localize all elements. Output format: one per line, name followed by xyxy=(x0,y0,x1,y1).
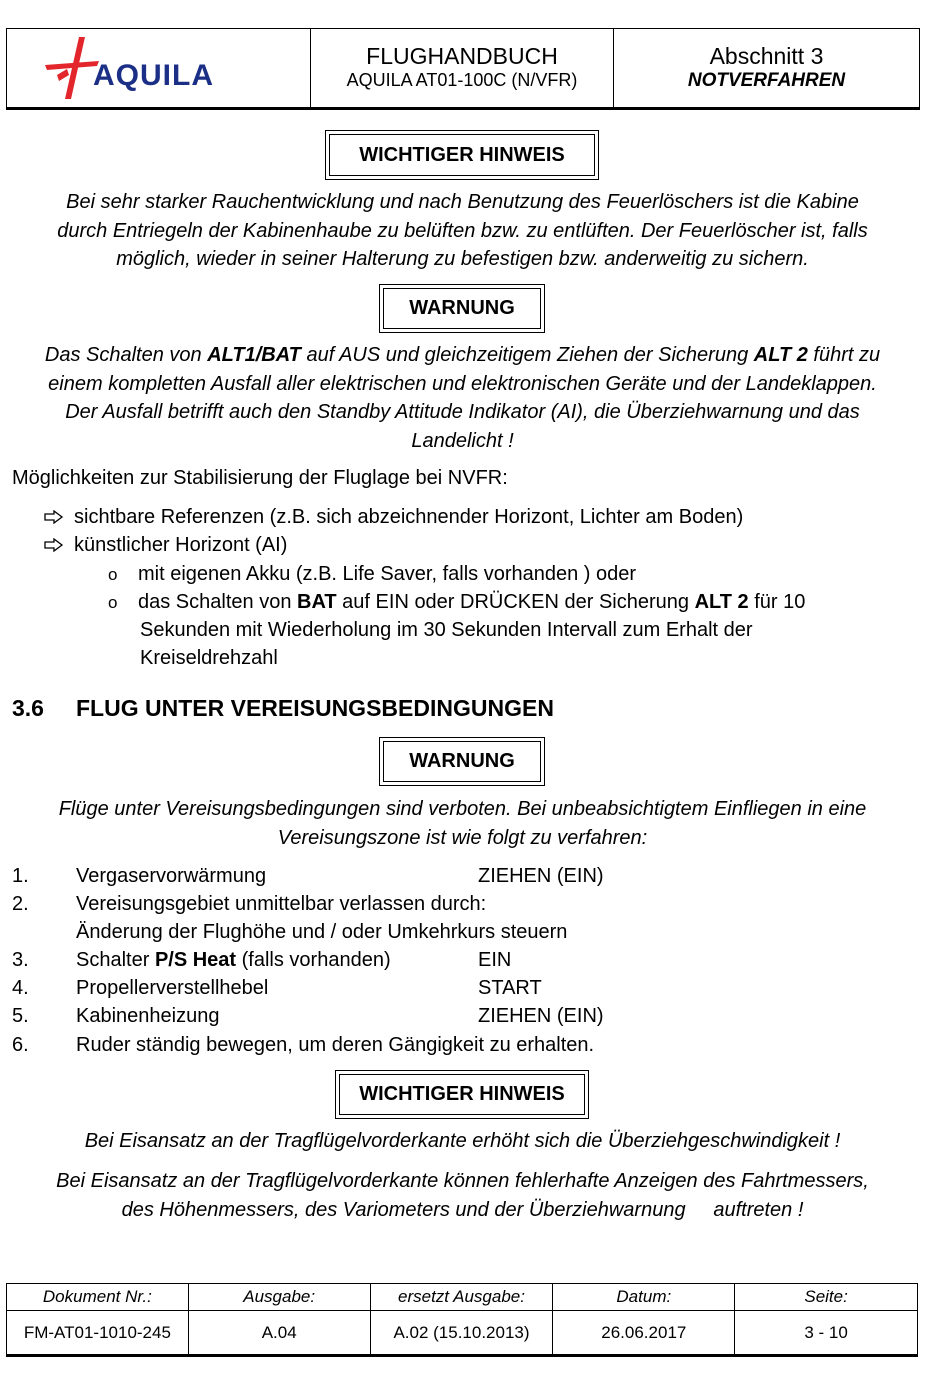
arrow-right-icon xyxy=(44,510,64,524)
step-value: ZIEHEN (EIN) xyxy=(478,1005,604,1027)
sub-item-cont: Sekunden mit Wiederholung im 30 Sekunden Intervall zum Erhalt der xyxy=(140,619,753,641)
note1-line: möglich, wieder in seiner Halterung zu befestigen bzw. anderweitig zu sichern. xyxy=(116,248,809,270)
section-cell xyxy=(614,29,919,107)
arrow-item-text: sichtbare Referenzen (z.B. sich abzeichnender Horizont, Lichter am Boden) xyxy=(74,506,744,528)
step-text: Änderung der Flughöhe und / oder Umkehrkurs steuern xyxy=(76,921,568,943)
step-text: Vergaservorwärmung xyxy=(76,865,267,887)
section-title: FLUG UNTER VEREISUNGSBEDINGUNGEN xyxy=(76,695,554,721)
warning1-line: einem kompletten Ausfall aller elektrischen und elektronischen Geräte und der Landeklappen. xyxy=(48,372,877,395)
arrow-item-text: künstlicher Horizont (AI) xyxy=(74,534,288,556)
footer-table xyxy=(6,1283,918,1355)
arrow-right-icon xyxy=(44,538,64,552)
step-text: Vereisungsgebiet unmittelbar verlassen durch: xyxy=(76,893,487,915)
note1-text xyxy=(0,188,925,274)
note2-p2 xyxy=(0,1167,925,1224)
footer-page: 3 - 10 xyxy=(735,1311,918,1355)
note1-line: durch Entriegeln der Kabinenhaube zu belüften bzw. zu entlüften. Der Feuerlöscher ist, falls xyxy=(57,219,868,242)
section-number: 3.6 xyxy=(12,695,44,721)
warning-label: WARNUNG xyxy=(383,288,541,329)
manual-title: FLUGHANDBUCH xyxy=(366,43,558,69)
warning2-line: Vereisungszone ist wie folgt zu verfahren: xyxy=(277,826,648,849)
page-header xyxy=(6,28,920,108)
arrow-item xyxy=(44,503,743,531)
step-value: ZIEHEN (EIN) xyxy=(478,865,604,887)
warning-label: WARNUNG xyxy=(383,741,541,782)
sub-item-text: mit eigenen Akku (z.B. Life Saver, falls vorhanden ) oder xyxy=(138,563,637,585)
footer-doc-number: FM-AT01-1010-245 xyxy=(7,1311,189,1355)
logo-text: AQUILA xyxy=(93,59,214,92)
footer-header-issue: Ausgabe: xyxy=(188,1284,370,1311)
manual-subtitle: AQUILA AT01-100C (N/VFR) xyxy=(346,70,578,90)
footer-issue: A.04 xyxy=(188,1311,370,1355)
step-number: 3. xyxy=(12,949,29,971)
important-note-box xyxy=(325,130,599,180)
logo-cell xyxy=(7,29,311,107)
warning1-line: Landelicht ! xyxy=(411,429,514,452)
title-cell xyxy=(311,29,614,107)
step-text: Schalter P/S Heat (falls vorhanden) xyxy=(76,949,391,971)
sub-item-text: das Schalten von BAT auf EIN oder DRÜCKEN der Sicherung ALT 2 für 10 xyxy=(138,591,806,613)
warning-box xyxy=(379,284,545,333)
circle-bullet-icon: o xyxy=(108,565,118,584)
warning2-line: Flüge unter Vereisungsbedingungen sind verboten. Bei unbeabsichtigtem Einfliegen in eine xyxy=(58,798,867,820)
section-name: NOTVERFAHREN xyxy=(687,70,846,91)
step-number: 4. xyxy=(12,977,29,999)
footer-value-row xyxy=(7,1311,918,1355)
step-text: Ruder ständig bewegen, um deren Gängigkeit zu erhalten. xyxy=(76,1034,595,1056)
section-label: Abschnitt 3 xyxy=(709,43,824,69)
warning-box xyxy=(379,737,545,786)
important-note-label: WICHTIGER HINWEIS xyxy=(339,1074,585,1115)
sub-item-cont: Kreiseldrehzahl xyxy=(140,647,278,669)
step-value: EIN xyxy=(478,949,512,971)
sub-item xyxy=(108,588,806,617)
step-text: Kabinenheizung xyxy=(76,1005,220,1027)
note2-p1: Bei Eisansatz an der Tragflügelvorderkante erhöht sich die Überziehgeschwindigkeit ! xyxy=(84,1130,841,1152)
note1-line: Bei sehr starker Rauchentwicklung und nach Benutzung des Feuerlöschers ist die Kabine xyxy=(66,191,859,213)
footer-header-date: Datum: xyxy=(553,1284,735,1311)
warning2-text xyxy=(0,795,925,852)
arrow-item xyxy=(44,531,287,559)
important-note-box xyxy=(335,1070,589,1119)
note2-line: Bei Eisansatz an der Tragflügelvorderkante können fehlerhafte Anzeigen des Fahrtmessers, xyxy=(56,1170,869,1192)
step-number: 1. xyxy=(12,865,29,887)
aquila-logo xyxy=(41,35,214,101)
warning1-line: Das Schalten von ALT1/BAT auf AUS und gleichzeitigem Ziehen der Sicherung ALT 2 führt zu xyxy=(44,344,881,366)
step-number: 6. xyxy=(12,1034,29,1056)
step-value: START xyxy=(478,977,542,999)
stab-intro: Möglichkeiten zur Stabilisierung der Fluglage bei NVFR: xyxy=(12,467,508,489)
footer-date: 26.06.2017 xyxy=(553,1311,735,1355)
circle-bullet-icon: o xyxy=(108,593,118,612)
warning1-text xyxy=(0,341,925,455)
sub-item xyxy=(108,560,637,589)
footer-replaces: A.02 (15.10.2013) xyxy=(370,1311,553,1355)
warning1-line: Der Ausfall betrifft auch den Standby Attitude Indikator (AI), die Überziehwarnung und das xyxy=(65,401,860,423)
step-number: 5. xyxy=(12,1005,29,1027)
footer-header-doc: Dokument Nr.: xyxy=(7,1284,189,1311)
note2-line: des Höhenmessers, des Variometers und der Überziehwarnung auftreten ! xyxy=(121,1198,804,1221)
footer-header-page: Seite: xyxy=(735,1284,918,1311)
footer-header-replaces: ersetzt Ausgabe: xyxy=(370,1284,553,1311)
step-text: Propellerverstellhebel xyxy=(76,977,269,999)
footer-header-row xyxy=(7,1284,918,1311)
step-number: 2. xyxy=(12,893,29,915)
important-note-label: WICHTIGER HINWEIS xyxy=(329,134,595,176)
